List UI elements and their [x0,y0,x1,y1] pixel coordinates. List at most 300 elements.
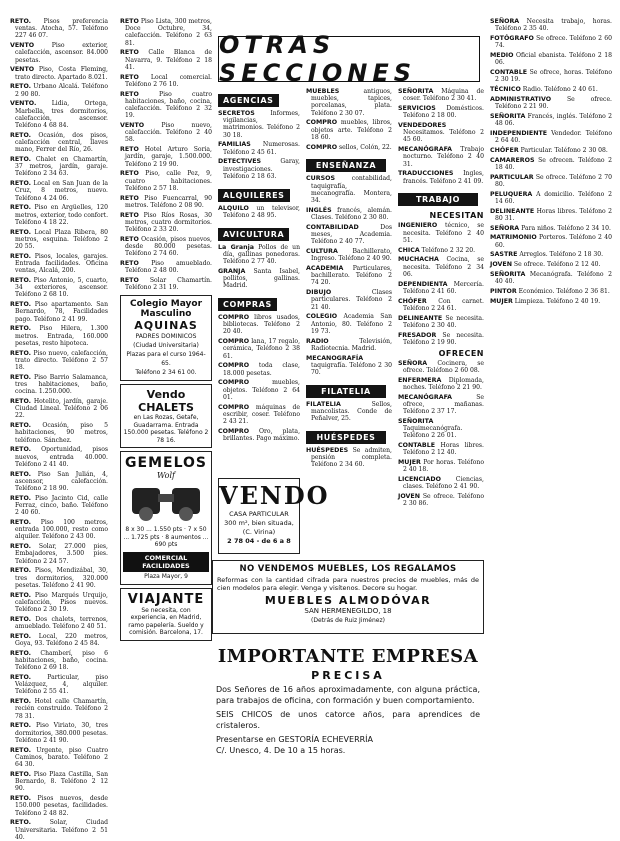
classified-keyword: RETO. [10,770,32,778]
classified-text: francés, alemán. Clases. Teléfono 2 30 80. [311,206,392,222]
classified-ad [490,86,612,93]
classified-ad [10,132,108,154]
classified-text: Santa Isabel, pollitos, gallinas. Madrid. [223,267,300,290]
col2-list [120,18,212,291]
classified-keyword: CURSOS [306,175,336,183]
classified-ad [120,74,212,88]
agencias-list [218,110,300,180]
classified-ad [10,398,108,420]
classified-text: Calle Blanca de Navarra, 9. Teléfono 2 18 41. [125,49,212,71]
classified-text: Necesita trabajo, horas. Teléfono 2 35 40. [495,18,612,33]
classified-ad [10,204,108,226]
classified-keyword: MUJER [490,297,513,305]
classified-keyword: RETO. [10,543,32,551]
classified-ad [120,91,212,120]
classified-text: Oficial ebanista. Teléfono 2 18 06. [495,52,612,67]
section-avicultura: AVICULTURA [218,228,289,241]
classified-keyword: RETO. [10,591,32,599]
classified-keyword: RETO. [10,252,32,260]
viajante-body: Se necesita, con experiencia, en Madrid, ramo papelería. Sueldo y comisión. Barcelona, 17. [128,606,204,637]
empresa-ad [212,644,484,808]
classified-keyword: ENFERMERA [398,376,442,384]
classified-text: Trabajo nocturno. Teléfono 2 40 31. [403,146,484,168]
classified-keyword: RETO. [10,722,32,730]
classified-ad [490,271,612,285]
classified-keyword: COMPRO [218,427,250,435]
classified-keyword: COMPRO [306,143,338,151]
classified-ad [120,260,212,274]
empresa-body2: SEIS CHICOS de unos catorce años, para aprendices de cristaleros. [216,710,480,730]
classified-text: Piso, Costa Fleming, trato directo. Apartado 8.021. [15,66,108,81]
classified-keyword: MUEBLES [306,88,340,95]
column-4 [306,88,392,558]
classified-text: Piso exterior, calefacción, ascensor. 84.000 pesetas. [15,42,108,64]
classified-ad [218,158,300,180]
classified-text: Solar Chamartín. Teléfono 2 31 19. [125,277,212,292]
classified-ad [10,446,108,468]
classified-keyword: RETO [120,49,139,57]
classified-ad [490,157,612,171]
classified-text: Particular. Teléfono 2 30 08. [518,146,608,154]
classified-ad [398,442,484,456]
classified-ad [120,122,212,144]
classified-keyword: La Granja [218,243,255,251]
classified-keyword: COLEGIO [306,313,338,321]
classified-ad [10,495,108,517]
classified-keyword: TRADUCCIONES [398,170,454,178]
classified-ad [120,170,212,192]
classified-ad [10,374,108,396]
classified-ad [306,338,392,352]
classified-keyword: RETO [120,277,139,285]
muebles-ad [212,560,484,634]
classified-ad [10,325,108,347]
classified-ad [306,224,392,246]
classified-ad [306,355,392,377]
classified-ad [398,170,484,184]
classified-ad [398,122,484,144]
classified-text: Hotel Arturo Soria, jardín, garaje, 1.500.000. Teléfono 2 19 90. [125,146,212,168]
classified-text: Chalet en Chamartín, 37 metros, jardín, garaje. Teléfono 2 34 63. [15,156,108,178]
chalets-body: en Las Rozas, Getafe, Guadarrama. Entrada 150.000 pesetas. Teléfono 2 78 16. [123,414,209,444]
classified-text: Piso Fuencarral, 90 metros. Teléfono 2 08 90. [125,194,212,209]
classified-keyword: RETO [120,146,139,154]
classified-ad [218,110,300,139]
classified-keyword: SEÑORA [398,359,428,367]
classified-ad [218,268,300,290]
classified-ad [490,69,612,83]
classified-keyword: ALQUILO [218,204,249,212]
muebles-body: Reformas con la cantidad cifrada para nuestros precios de muebles, más de cien modelos para elegir. Venga y visítenos. Decore su hogar. [217,576,479,592]
classified-keyword: COMPRO [218,362,250,370]
classified-text: Piso, calle Pez, 9, cuatro habitaciones. Teléfono 2 57 18. [125,170,212,192]
classified-ad [10,42,108,64]
classified-keyword: RETO. [10,325,32,333]
classified-ad [120,146,212,168]
gemelos-ad [120,451,212,585]
classified-ad [10,633,108,647]
classified-keyword: RETO. [10,373,32,381]
classified-keyword: RETO. [10,204,32,212]
section-trabajo: TRABAJO [398,193,478,206]
classified-keyword: RETO. [10,649,32,657]
classified-keyword: INGLÉS [306,206,332,214]
classified-text: Piso Plaza Castilla, San Bernardo, 8. Teléfono 2 12 90. [15,770,108,793]
classified-text: Máquina de coser. Teléfono 2 30 41. [403,88,484,103]
classified-text: lana, 17 regalo, cerámica, Teléfono 2 38 61. [223,338,300,360]
classified-keyword: COMPRO [306,119,338,127]
section-compras: COMPRAS [218,298,277,311]
classified-text: taquigrafía. Teléfono 2 30 70. [311,361,392,377]
classified-text: Televisión, Radiotecnia. Madrid. [311,337,392,352]
classified-ad [398,298,484,312]
classified-keyword: RADIO [306,337,329,345]
classified-keyword: SEÑORITA [490,112,526,120]
classified-text: Horas libres. Teléfono 2 80 31. [495,207,612,222]
classified-ad [10,18,108,40]
classified-keyword: CHÓFER [398,297,427,305]
classified-text: Radio. Teléfono 2 40 61. [520,86,598,93]
classified-keyword: MECANÓGRAFA [398,146,453,154]
classified-keyword: CAMAREROS [490,156,535,164]
muebles-headline: NO VENDEMOS MUEBLES, LOS REGALAMOS [239,564,457,574]
classified-keyword: COMPRO [218,379,250,387]
classified-ad [306,313,392,335]
classified-text: Dos chalets, terrenos, amueblado. Teléfono 2 40 51. [15,615,108,631]
classified-text: Local Plaza Ribera, 80 metros, esquina. Teléfono 2 20 55. [15,228,108,251]
classified-text: sellos, Colón, 22. [337,143,392,151]
muebles-note: (Detrás de Ruiz Jiménez) [311,617,385,624]
classified-text: Academia San Antonio, 80. Teléfono 2 19 73. [311,313,392,335]
classified-text: Cocinera, se ofrece. Teléfono 2 60 08. [403,359,484,374]
empresa-foot1: Presentarse en GESTORÍA ECHEVERRÍA [216,735,374,744]
classified-ad [398,247,484,254]
classified-text: Piso 100 metros, entrada 100.000, resto como alquiler. Teléfono 2 43 00. [15,519,108,541]
vendo-title: VENDO [219,481,330,510]
classified-ad [490,191,612,205]
classified-text: Piso Jacinto Cid, calle Ferraz, cinco, baño. Teléfono 2 40 60. [15,494,108,517]
classified-ad [120,212,212,234]
classified-ad [490,261,612,268]
classified-keyword: RETO. [10,494,32,502]
classified-keyword: PINTOR [490,287,517,295]
classified-text: técnico, se necesita. Teléfono 2 40 51. [403,222,484,244]
classified-text: un televisor, Teléfono 2 48 95. [223,204,300,219]
section-alquileres: ALQUILERES [218,189,290,202]
classified-ad [490,113,612,127]
classified-text: Se necesita. Teléfono 2 30 40. [403,314,484,329]
colegio-ad [120,295,212,381]
classified-text: Bachillerato, Ingreso. Teléfono 2 40 90. [311,248,392,263]
classified-ad [218,379,300,401]
classified-keyword: RETO. [10,18,32,25]
gemelos-shop: COMERCIAL FACILIDADES [123,552,209,572]
classified-keyword: CONTABLE [398,442,436,450]
classified-text: Pollos de un día, gallinas ponedoras. Teléfono 2 77 40. [223,243,300,266]
classified-ad [398,360,484,374]
classified-text: Porteros. Teléfono 2 40 60. [495,234,612,249]
classified-keyword: RETO. [10,277,32,285]
classified-ad [218,141,300,155]
filatelia-list [306,401,392,423]
muebles-name: MUEBLES ALMODÓVAR [264,594,432,607]
colegio-line2: Masculino [140,309,192,320]
classified-keyword: RETO. [10,746,32,754]
column-2 [120,18,212,808]
viajante-ad [120,588,212,641]
classified-text: Local en San Juan de la Cruz, 8 metros, nuevo. Teléfono 4 24 06. [15,180,108,202]
classified-keyword: JOVEN [398,493,420,501]
classified-keyword: PARTICULAR [490,173,534,181]
classified-ad [10,229,108,251]
classified-ad [306,119,392,141]
classified-text: Se ofrece, horas. Teléfono 2 30 19. [495,69,612,84]
classified-ad [306,447,392,469]
classified-ad [218,428,300,442]
classified-keyword: LICENCIADO [398,476,441,484]
classified-ad [490,225,612,232]
classified-ad [120,49,212,71]
classified-text: Piso Hilera, 1.300 metros. Entrada, 160.000 pesetas, resto hipoteca. [15,325,108,347]
classified-ad [398,476,484,490]
classified-text: Pisos, Mendizábal, 30, tres dormitorios, 320.000 pesetas. Teléfono 2 41 90. [15,567,108,589]
classified-keyword: RETO [120,73,139,81]
classified-text: Con carnet. Teléfono 2 24 61. [403,297,484,312]
col1-list [10,18,108,841]
classified-keyword: DETECTIVES [218,158,262,166]
classified-ad [10,650,108,672]
classified-ad [490,288,612,295]
classified-keyword: RETO. [10,567,32,575]
classified-ad [306,144,392,151]
classified-text: Oportunidad, pisos nuevos, entrada 40.000. Teléfono 2 41 40. [15,446,108,468]
classified-ad [10,616,108,630]
col4-top-list [306,88,392,151]
classified-keyword: RETO. [10,795,32,803]
classified-keyword: SASTRE [490,251,518,259]
muebles-addr: SAN HERMENEGILDO, 18 [304,607,392,615]
classified-text: Clases particulares. Teléfono 2 21 40. [311,289,392,311]
classified-ad [398,222,484,244]
classified-text: Dos meses, Academia. Teléfono 2 40 77. [311,223,392,246]
classified-keyword: FAMILIAS [218,141,251,149]
ensenanza-list [306,175,392,376]
classified-ad [10,592,108,614]
classified-ad [10,519,108,541]
classified-text: Piso Ríos Rosas, 30 metros, cuatro dormitorios. Teléfono 2 33 20. [125,211,212,234]
classified-ad [398,377,484,391]
classified-text: Particular, piso Velázquez, 4, alquiler. Teléfono 2 55 41. [15,674,108,696]
classified-keyword: CULTURA [306,248,338,256]
otras-secciones-banner [218,31,480,87]
classified-ad [490,52,612,66]
column-5 [398,88,484,558]
viajante-title: VIAJANTE [127,591,205,607]
subhead-ofrecen: OFRECEN [438,348,484,358]
gemelos-prices: 8 x 30 ... 1.550 pts · 7 x 50 ... 1.725 pts · 8 aumentos ... 690 pts [123,526,209,549]
classified-keyword: SEÑORITA [490,270,526,278]
classified-keyword: GRANJA [218,267,246,275]
classified-text: Pisos preferencia ventas. Atocha, 57. Teléfono 227 46 07. [15,18,108,40]
classified-ad [398,493,484,507]
classified-keyword: DELINEANTE [490,207,535,215]
classified-text: Económico. Teléfono 2 36 81. [516,287,610,295]
classified-keyword: FRESADOR [398,331,437,339]
col6-list [490,18,612,305]
alquileres-list [218,205,300,219]
classified-text: Chamberí, piso 6 habitaciones, baño, cocina. Teléfono 2 69 18. [15,649,108,672]
classified-text: Sellos, mancolistas. Conde de Peñalver, 25. [311,400,392,423]
classified-text: Se ofrece. Teléfono 2 21 90. [495,95,612,110]
compras-list [218,314,300,442]
gemelos-sub: Wolf [156,471,175,481]
classified-ad [10,698,108,720]
classified-text: Domésticos. Teléfono 2 18 00. [403,105,484,120]
classified-text: A domicilio. Teléfono 2 14 60. [495,190,612,205]
classified-text: Ocasión, dos pisos, calefacción central, llaves mano, Ferrer del Río, 26. [15,131,108,154]
empresa-precisa: PRECISA [311,669,385,682]
classified-ad [10,471,108,493]
classified-text: Francés, inglés. Teléfono 2 48 06. [495,112,612,127]
classified-keyword: RETO. [10,156,32,164]
gemelos-addr: Plaza Mayor, 9 [144,572,188,580]
classified-text: Piso Barrio Salamanca, tres habitaciones, baño, cocina. 1.250.000. [15,373,108,396]
classified-text: Local, 220 metros, Goya, 93. Teléfono 2 45 84. [15,632,108,648]
classified-ad [490,18,612,32]
classified-keyword: VENTO. [10,100,37,108]
classified-keyword: INGENIERO [398,222,438,230]
classified-text: Diplomada, noches. Teléfono 2 21 90. [403,376,484,391]
classified-keyword: RETO. [10,615,32,623]
classified-text: Ciencias, clases. Teléfono 2 41 90. [403,476,484,491]
classified-keyword: SEÑORA [490,224,520,232]
classified-ad [398,105,484,119]
colegio-line1: Colegio Mayor [129,299,203,310]
classified-keyword: DELINEANTE [398,314,443,322]
classified-keyword: RETO [120,211,139,219]
classified-text: Piso San Julián, 4, ascensor, calefacción. Teléfono 2 18 90. [15,470,108,493]
classified-keyword: SEÑORITA [398,88,434,95]
classified-text: Ocasión, piso 5 habitaciones, 90 metros, teléfono. Sánchez. [15,422,108,444]
col5-top-list [398,88,484,185]
necesitan-list [398,222,484,346]
classified-keyword: VENDEDORES [398,122,447,129]
classified-ad [10,543,108,565]
classified-ad [218,205,300,219]
classified-keyword: RETO [120,235,139,243]
classified-keyword: RETO [120,170,139,178]
classified-keyword: RETO. [10,349,32,357]
classified-text: Se ofrece. Teléfono 2 70 80. [495,173,612,188]
classified-keyword: JOVEN [490,261,512,269]
classified-ad [398,281,484,295]
huespedes-list [306,447,392,469]
classified-keyword: PELUQUERA [490,190,533,198]
classified-keyword: MUJER [398,459,421,467]
classified-keyword: FOTÓGRAFO [490,35,534,42]
classified-text: Teléfono 2 32 20. [419,246,476,254]
classified-keyword: CHÓFER [490,146,519,154]
classified-ad [120,236,212,258]
classified-keyword: DIBUJO [306,289,332,297]
banner-title: OTRAS SECCIONES [219,31,417,87]
classified-ad [10,674,108,696]
classified-keyword: HUÉSPEDES [306,447,349,455]
classified-keyword: DEPENDIENTA [398,280,448,288]
classified-text: Urbano Alcalá. Teléfono 2 90 80. [15,83,108,98]
classified-ad [490,130,612,144]
classified-keyword: RETO. [10,446,32,454]
ofrecen-list [398,360,484,508]
vendo-l1: CASA PARTICULAR [229,510,289,518]
classified-ad [490,35,612,49]
classified-text: Arreglos. Teléfono 2 18 30. [517,251,604,259]
classified-keyword: MATRIMONIO [490,234,537,242]
classified-text: Se ofrece. Teléfono 2 60 74. [495,35,612,50]
classified-ad [398,332,484,346]
classified-text: Oro, plata, brillantes. Pago máximo. [223,427,300,443]
classified-keyword: TÉCNICO [490,86,521,93]
classified-keyword: SEÑORA [490,18,520,25]
classified-text: Pisos, locales, garajes. Entrada facilidades. Oficina ventas, Alcalá, 200. [15,252,108,275]
classified-ad [306,207,392,221]
classified-ad [10,771,108,793]
classified-text: Se ofrece. Teléfono 2 12 40. [511,261,601,269]
classified-ad [398,88,484,102]
classified-ad [10,422,108,444]
classified-keyword: SERVICIOS [398,105,436,112]
classified-text: Piso nuevo, calefacción, trato directo. Teléfono 2 57 18. [15,349,108,372]
colegio-line3: AQUINAS [134,319,198,333]
vendo-l2: 300 m², bien situada, [224,519,294,527]
section-agencias: AGENCIAS [218,94,279,107]
classified-keyword: INDEPENDIENTE [490,129,548,137]
colegio-line6: Plazas para el curso 1964-65. [126,351,206,368]
chalets-title: Vendo CHALETS [138,388,194,415]
classified-ad [10,795,108,817]
classified-ad [306,401,392,423]
classified-keyword: ACADEMIA [306,265,344,273]
binoculars-illustration [126,480,206,522]
classified-keyword: RETO. [10,131,32,139]
classified-keyword: RETO [120,194,139,202]
classified-text: Piso cuatro habitaciones, baño, cocina, calefacción. Teléfono 2 32 19. [125,90,212,120]
classified-ad [490,298,612,305]
classified-ad [10,156,108,178]
classified-text: Piso Marqués Urquijo, calefacción, Pisos nuevos. Teléfono 2 30 19. [15,591,108,614]
classified-keyword: FILATELIA [306,400,341,408]
classified-keyword: RETO. [10,819,32,827]
classified-ad [10,301,108,323]
classified-text: Por horas. Teléfono 2 40 18. [403,459,484,474]
empresa-headline: IMPORTANTE EMPRESA [217,646,479,667]
classified-keyword: ADMINISTRATIVO [490,95,552,103]
classified-text: Piso Lista, 300 metros, Doce Octubre, 34, calefacción. Teléfono 2 63 81. [125,18,212,47]
classified-keyword: VENTO [10,66,35,74]
classified-ad [398,418,484,440]
classified-text: Se admiten, pensión completa. Teléfono 2 34 60. [311,447,392,469]
classified-ad [120,277,212,291]
classified-ad [490,208,612,222]
classified-keyword: RETO. [10,180,32,188]
classified-keyword: RETO. [10,398,32,406]
classified-text: Pisos nuevos, desde 150.000 pesetas, facilidades. Teléfono 2 48 82. [15,795,108,817]
classified-text: máquinas de escribir, coser. Teléfono 2 43 21. [223,403,300,426]
classified-ad [306,289,392,311]
classified-text: Ocasión, pisos nuevos, desde 80.000 pesetas. Teléfono 2 74 60. [125,235,212,258]
classified-text: Necesitamos. Teléfono 2 45 60. [403,129,484,144]
classified-ad [10,747,108,769]
